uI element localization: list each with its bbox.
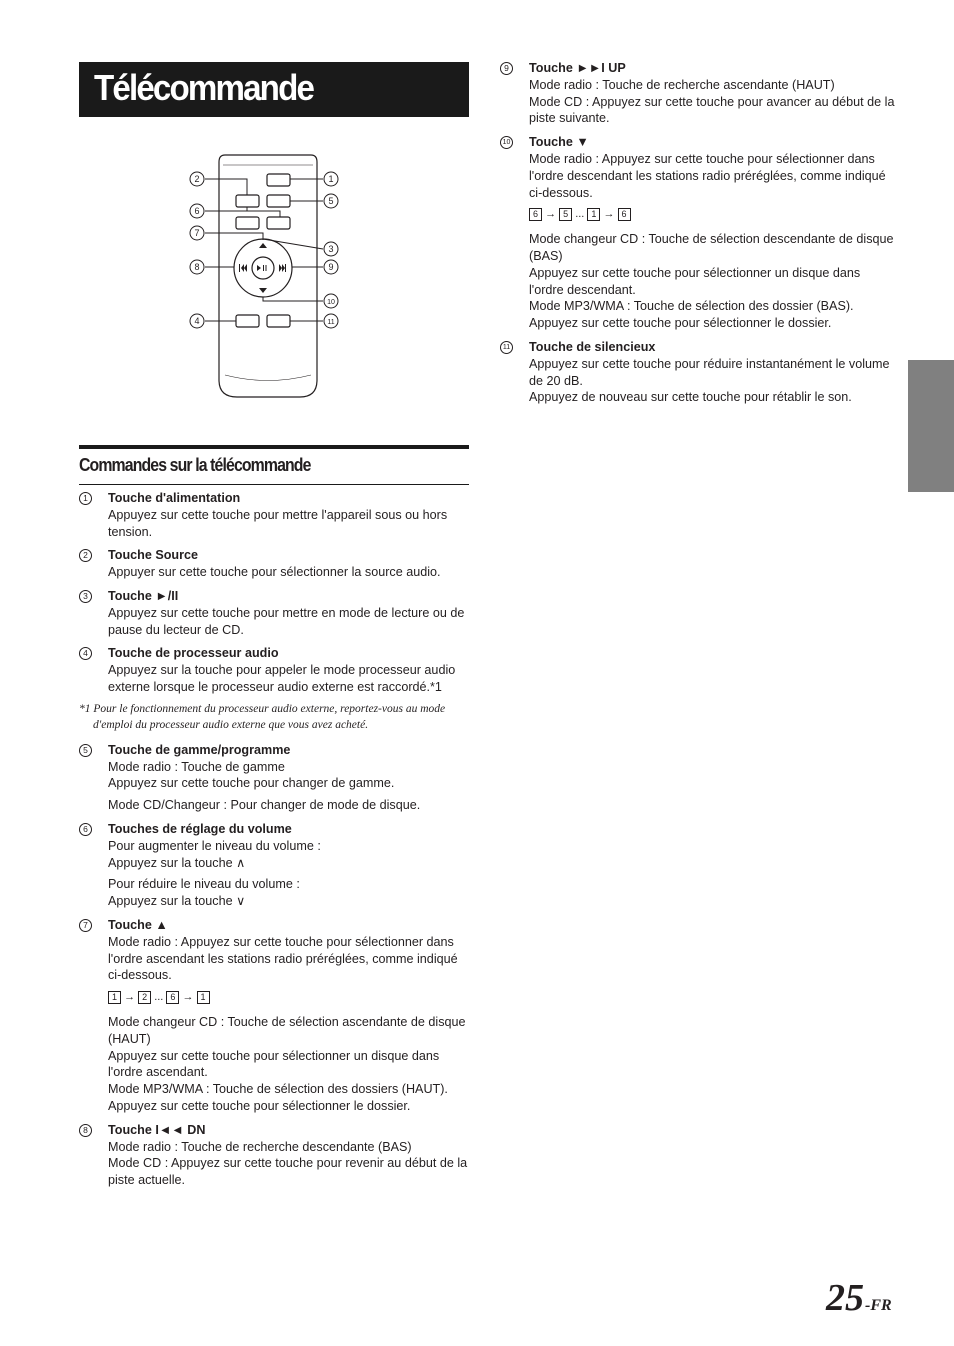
footnote: *1 Pour le fonctionnement du processeur audio externe, reportez-vous au mode d'emploi du processeur audio externe que vous avez acheté. xyxy=(79,702,446,731)
item-text: Mode radio : Touche de recherche descendante (BAS) xyxy=(108,1139,412,1154)
item-text: Appuyez sur la touche pour appeler le mode processeur audio externe lorsque le processeur audio externe est raccordé.*1 xyxy=(108,663,456,694)
callout-6: 6 xyxy=(194,206,200,216)
item-audio-processor xyxy=(79,645,471,695)
side-tab xyxy=(908,360,954,492)
item-title: Touche de gamme/programme xyxy=(108,742,291,757)
item-title: Touche de silencieux xyxy=(529,339,656,354)
item-play-pause xyxy=(79,588,471,638)
preset-sequence: 1 → 2 ... 6 → 1 xyxy=(108,989,471,1006)
item-band xyxy=(79,742,471,814)
item-text: Appuyez sur cette touche pour sélectionner le dossier. xyxy=(108,1098,411,1113)
item-text: Appuyez sur cette touche pour sélectionner un disque dans l'ordre ascendant. xyxy=(108,1048,440,1080)
item-down xyxy=(500,134,895,332)
item-text: Appuyez sur la touche ∧ xyxy=(108,855,246,870)
item-title: Touche ►►I UP xyxy=(529,61,626,75)
item-text: Mode radio : Touche de gamme xyxy=(108,759,285,774)
item-mute xyxy=(500,339,895,406)
item-text: Appuyez sur cette touche pour réduire instantanément le volume de 20 dB. xyxy=(529,356,890,388)
item-text: Appuyez sur cette touche pour mettre en mode de lecture ou de pause du lecteur de CD. xyxy=(108,605,465,637)
item-title: Touche de processeur audio xyxy=(108,646,279,661)
item-title: Touche ▼ xyxy=(529,135,589,150)
section-header xyxy=(79,445,469,485)
item-text: Appuyez sur la touche ∨ xyxy=(108,894,246,909)
item-text: Pour augmenter le niveau du volume : xyxy=(108,838,321,853)
right-column xyxy=(500,60,895,413)
callout-11: 11 xyxy=(327,319,335,326)
item-text: Mode changeur CD : Touche de sélection descendante de disque (BAS) xyxy=(529,232,894,263)
item-text: Appuyer sur cette touche pour sélectionner la source audio. xyxy=(108,565,441,580)
play-pause-glyph xyxy=(257,265,267,271)
preset-sequence: 6 → 5 ... 1 → 6 xyxy=(529,206,895,223)
next-glyph xyxy=(279,264,286,272)
source-button-shape xyxy=(236,195,259,207)
callout-5: 5 xyxy=(328,196,334,206)
title-bar xyxy=(79,62,469,117)
item-title: Touche I◄◄ DN xyxy=(108,1122,206,1137)
callout-9: 9 xyxy=(328,262,334,272)
item-number: 9 xyxy=(500,62,513,75)
item-text: Mode MP3/WMA : Touche de sélection des dossiers (HAUT). xyxy=(108,1082,448,1097)
item-volume xyxy=(79,821,471,910)
item-number: 3 xyxy=(79,590,92,603)
item-text: Mode radio : Appuyez sur cette touche pour sélectionner dans l'ordre descendant les stations radio préréglées, comme indiqué ci-dessous. xyxy=(529,151,886,200)
item-text: Mode CD/Changeur : Pour changer de mode de disque. xyxy=(108,798,421,813)
callout-7: 7 xyxy=(194,228,200,238)
band-button-shape xyxy=(267,195,290,207)
item-up xyxy=(79,917,471,1115)
item-number: 1 xyxy=(79,492,92,505)
item-title: Touche ►/II xyxy=(108,588,179,603)
item-text: Appuyez sur cette touche pour mettre l'appareil sous ou hors tension. xyxy=(108,507,448,539)
callout-1: 1 xyxy=(328,174,334,184)
item-next xyxy=(500,60,895,127)
item-text: Appuyez sur cette touche pour sélectionner le dossier. xyxy=(529,316,832,331)
item-number: 6 xyxy=(79,823,92,836)
item-text: Appuyez sur cette touche pour changer de gamme. xyxy=(108,776,395,791)
section-title: Commandes sur la télécommande xyxy=(79,455,311,475)
item-text: Appuyez de nouveau sur cette touche pour rétablir le son. xyxy=(529,390,852,405)
remote-diagram xyxy=(185,150,355,405)
item-title: Touche d'alimentation xyxy=(108,491,241,505)
callout-2: 2 xyxy=(194,174,200,184)
vol-up-button-shape xyxy=(267,217,290,229)
item-title: Touche Source xyxy=(108,548,199,563)
item-text: Pour réduire le niveau du volume : xyxy=(108,877,300,892)
mute-button-shape xyxy=(267,315,290,327)
item-text: Mode MP3/WMA : Touche de sélection des dossier (BAS). xyxy=(529,299,854,314)
item-number: 4 xyxy=(79,647,92,660)
item-number: 5 xyxy=(79,744,92,757)
item-text: Mode radio : Appuyez sur cette touche pour sélectionner dans l'ordre ascendant les stations radio préréglées, comme indiqué ci-dessous. xyxy=(108,934,458,983)
left-column xyxy=(79,490,471,1196)
item-title: Touche ▲ xyxy=(108,917,168,932)
item-text: Appuyez sur cette touche pour sélectionner un disque dans l'ordre descendant. xyxy=(529,265,861,297)
item-number: 8 xyxy=(79,1124,92,1137)
down-arrow-glyph xyxy=(259,288,267,293)
item-number: 7 xyxy=(79,919,92,932)
item-text: Mode changeur CD : Touche de sélection ascendante de disque (HAUT) xyxy=(108,1014,466,1046)
page-suffix: -FR xyxy=(865,1297,892,1314)
callout-8: 8 xyxy=(194,262,200,272)
item-number: 2 xyxy=(79,549,92,562)
callout-10: 10 xyxy=(327,299,335,306)
callout-3: 3 xyxy=(328,244,334,254)
prev-glyph xyxy=(239,264,247,272)
item-prev xyxy=(79,1122,471,1189)
page-title: Télécommande xyxy=(94,67,314,108)
vol-down-button-shape xyxy=(236,217,259,229)
up-arrow-glyph xyxy=(259,243,267,248)
item-title: Touches de réglage du volume xyxy=(108,821,292,836)
remote-body xyxy=(219,155,317,397)
power-button-shape xyxy=(267,174,290,186)
item-text: Mode radio : Touche de recherche ascendante (HAUT) xyxy=(529,77,835,92)
callout-4: 4 xyxy=(194,316,200,326)
item-power xyxy=(79,490,471,540)
item-number: 10 xyxy=(500,136,513,149)
item-text: Mode CD : Appuyez sur cette touche pour avancer au début de la piste suivante. xyxy=(529,94,895,126)
item-source xyxy=(79,547,471,581)
item-text: Mode CD : Appuyez sur cette touche pour revenir au début de la piste actuelle. xyxy=(108,1156,468,1188)
page-number: 25 xyxy=(826,1277,864,1319)
item-number: 11 xyxy=(500,341,513,354)
audio-processor-button-shape xyxy=(236,315,259,327)
